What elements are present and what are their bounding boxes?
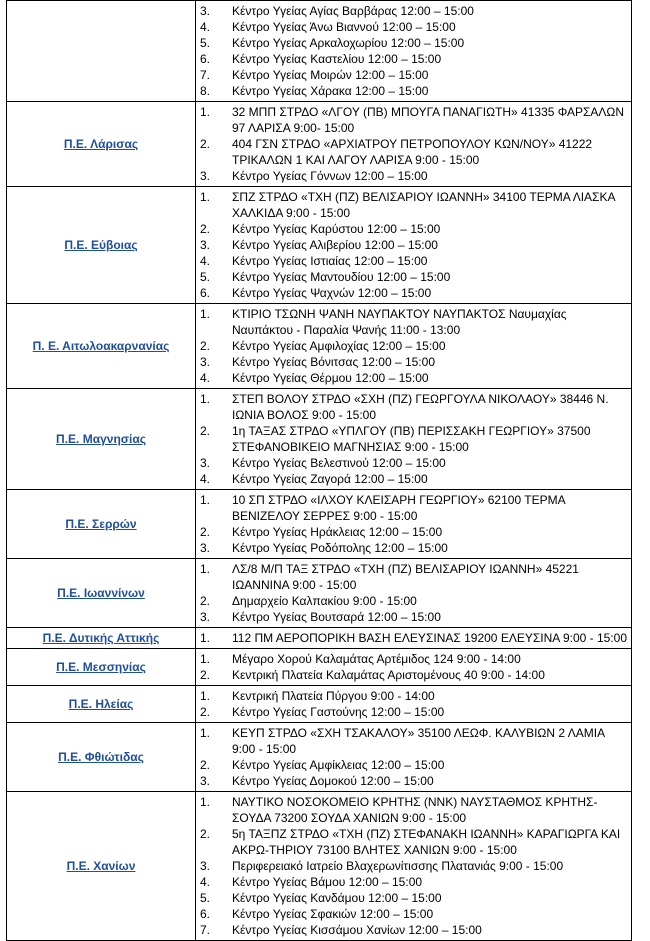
region-cell <box>7 559 196 628</box>
item-number: 3. <box>200 355 211 369</box>
item-number: 3. <box>200 169 211 183</box>
item-text: Κέντρο Υγείας Κισσάμου Χανίων 12:00 – 15:00 <box>232 923 482 937</box>
table-row <box>7 187 632 304</box>
table-row <box>7 559 632 628</box>
list-item <box>196 3 627 19</box>
region-cell <box>7 686 196 723</box>
item-number: 1. <box>200 190 211 204</box>
list-item <box>196 391 627 423</box>
item-number: 3. <box>200 541 211 555</box>
item-text: Κέντρο Υγείας Καστελίου 12:00 – 15:00 <box>232 52 442 66</box>
list-item <box>196 922 627 938</box>
region-cell <box>7 304 196 389</box>
locations-list <box>196 651 627 683</box>
list-item <box>196 492 627 524</box>
locations-list <box>196 492 627 556</box>
region-cell <box>7 389 196 490</box>
list-item <box>196 874 627 890</box>
list-item <box>196 455 627 471</box>
list-item <box>196 35 627 51</box>
list-item <box>196 471 627 487</box>
locations-cell <box>196 490 632 559</box>
item-number: 7. <box>200 923 211 937</box>
item-text: Κέντρο Υγείας Αμφίκλειας 12:00 – 15:00 <box>232 758 445 772</box>
region-link[interactable]: Π. Ε. Αιτωλοακαρνανίας <box>32 339 170 353</box>
locations-list <box>196 630 627 646</box>
item-text: Περιφερειακό Ιατρείο Βλαχερωνίτισσης Πλατανιάς 9:00 - 15:00 <box>232 859 564 873</box>
locations-list <box>196 561 627 625</box>
item-text: 10 ΣΠ ΣΤΡΔΟ «ΙΛΧΟΥ ΚΛΕΙΣΑΡΗ ΓΕΩΡΓΙΟΥ» 62100 ΤΕΡΜΑ ΒΕΝΙΖΕΛΟΥ ΣΕΡΡΕΣ 9:00 - 15:00 <box>232 493 565 523</box>
list-item <box>196 136 627 168</box>
region-cell <box>7 723 196 792</box>
list-item <box>196 704 627 720</box>
locations-cell <box>196 649 632 686</box>
locations-cell <box>196 723 632 792</box>
list-item <box>196 221 627 237</box>
item-number: 4. <box>200 472 211 486</box>
list-item <box>196 890 627 906</box>
list-item <box>196 189 627 221</box>
list-item <box>196 794 627 826</box>
table-row <box>7 389 632 490</box>
item-number: 2. <box>200 339 211 353</box>
item-number: 2. <box>200 668 211 682</box>
item-number: 2. <box>200 525 211 539</box>
item-text: 32 ΜΠΠ ΣΤΡΔΟ «ΛΓΟΥ (ΠΒ) ΜΠΟΥΓΑ ΠΑΝΑΓΙΩΤΗ» 41335 ΦΑΡΣΑΛΩΝ 97 ΛΑΡΙΣΑ 9:00- 15:00 <box>232 105 625 135</box>
list-item <box>196 19 627 35</box>
region-link[interactable]: Π.Ε. Ηλείας <box>68 697 134 711</box>
item-text: Κέντρο Υγείας Χάρακα 12:00 – 15:00 <box>232 84 429 98</box>
item-text: ΣΤΕΠ ΒΟΛΟΥ ΣΤΡΔΟ «ΣΧΗ (ΠΖ) ΓΕΩΡΓΟΥΛΑ ΝΙΚΟΛΑΟΥ» 38446 Ν. ΙΩΝΙΑ ΒΟΛΟΣ 9:00 - 15:00 <box>232 392 609 422</box>
list-item <box>196 269 627 285</box>
region-cell <box>7 628 196 649</box>
item-text: Κέντρο Υγείας Αγίας Βαρβάρας 12:00 – 15:00 <box>232 4 474 18</box>
list-item <box>196 285 627 301</box>
item-text: Κέντρο Υγείας Ροδόπολης 12:00 – 15:00 <box>232 541 448 555</box>
region-cell <box>7 1 196 102</box>
item-text: 5η ΤΑΞΠΖ ΣΤΡΔΟ «ΤΧΗ (ΠΖ) ΣΤΕΦΑΝΑΚΗ ΙΩΑΝΝΗ» ΚΑΡΑΓΙΩΡΓΑ ΚΑΙ ΑΚΡΩ-ΤΗΡΙΟΥ 73100 ΒΛΗΤΕΣ ΧΑΝΙΩΝ 9:00 - 15:00 <box>232 827 621 857</box>
list-item <box>196 725 627 757</box>
locations-cell <box>196 559 632 628</box>
region-link[interactable]: Π.Ε. Μαγνησίας <box>56 432 146 446</box>
list-item <box>196 237 627 253</box>
item-text: Δημαρχείο Καλπακίου 9:00 - 15:00 <box>232 594 417 608</box>
locations-cell <box>196 792 632 941</box>
item-number: 4. <box>200 20 211 34</box>
item-number: 1. <box>200 562 211 576</box>
item-number: 1. <box>200 795 211 809</box>
item-number: 3. <box>200 4 211 18</box>
region-cell <box>7 490 196 559</box>
item-text: Κέντρο Υγείας Γόννων 12:00 – 15:00 <box>232 169 428 183</box>
item-number: 5. <box>200 891 211 905</box>
list-item <box>196 67 627 83</box>
table-row <box>7 792 632 941</box>
list-item <box>196 83 627 99</box>
item-number: 4. <box>200 875 211 889</box>
schedule-body <box>7 1 632 941</box>
vaccination-schedule-table <box>6 0 632 941</box>
item-text: ΝΑΥΤΙΚΟ ΝΟΣΟΚΟΜΕΙΟ ΚΡΗΤΗΣ (ΝΝΚ) ΝΑΥΣΤΑΘΜΟΣ ΚΡΗΤΗΣ-ΣΟΥΔΑ 73200 ΣΟΥΔΑ ΧΑΝΙΩΝ 9:00 - 15:00 <box>232 795 598 825</box>
region-cell <box>7 187 196 304</box>
locations-cell <box>196 1 632 102</box>
item-text: Κέντρο Υγείας Καρύστου 12:00 – 15:00 <box>232 222 441 236</box>
locations-list <box>196 391 627 487</box>
region-link[interactable]: Π.Ε. Εύβοιας <box>64 238 138 252</box>
item-number: 7. <box>200 68 211 82</box>
item-text: Κεντρική Πλατεία Καλαμάτας Αριστομένους 40 9:00 - 14:00 <box>232 668 545 682</box>
item-text: Κέντρο Υγείας Αμφιλοχίας 12:00 – 15:00 <box>232 339 446 353</box>
item-number: 1. <box>200 105 211 119</box>
region-cell <box>7 792 196 941</box>
list-item <box>196 773 627 789</box>
locations-cell <box>196 102 632 187</box>
region-link[interactable]: Π.Ε. Σερρών <box>65 517 137 531</box>
item-text: Κέντρο Υγείας Βάμου 12:00 – 15:00 <box>232 875 423 889</box>
list-item <box>196 51 627 67</box>
locations-list <box>196 688 627 720</box>
list-item <box>196 651 627 667</box>
list-item <box>196 667 627 683</box>
item-text: Κέντρο Υγείας Βελεστινού 12:00 – 15:00 <box>232 456 446 470</box>
item-text: Κέντρο Υγείας Σφακιών 12:00 – 15:00 <box>232 907 434 921</box>
list-item <box>196 540 627 556</box>
item-number: 1. <box>200 307 211 321</box>
list-item <box>196 524 627 540</box>
table-row <box>7 102 632 187</box>
list-item <box>196 104 627 136</box>
table-row <box>7 1 632 102</box>
locations-list <box>196 794 627 938</box>
item-text: Κέντρο Υγείας Κανδάμου 12:00 – 15:00 <box>232 891 442 905</box>
item-text: Κέντρο Υγείας Ιστιαίας 12:00 – 15:00 <box>232 254 428 268</box>
item-number: 1. <box>200 652 211 666</box>
table-row <box>7 490 632 559</box>
table-row <box>7 304 632 389</box>
item-text: Κέντρο Υγείας Βόνιτσας 12:00 – 15:00 <box>232 355 435 369</box>
table-row <box>7 628 632 649</box>
region-link[interactable]: Π.Ε. Φθιώτιδας <box>58 750 144 764</box>
region-link[interactable]: Π.Ε. Δυτικής Αττικής <box>42 631 160 645</box>
item-text: 1η ΤΑΞΑΣ ΣΤΡΔΟ «ΥΠΛΓΟΥ (ΠΒ) ΠΕΡΙΣΣΑΚΗ ΓΕΩΡΓΙΟΥ» 37500 ΣΤΕΦΑΝΟΒΙΚΕΙΟ ΜΑΓΝΗΣΙΑΣ 9:00 - 15:00 <box>232 424 591 454</box>
locations-cell <box>196 389 632 490</box>
item-text: ΣΠΖ ΣΤΡΔΟ «ΤΧΗ (ΠΖ) ΒΕΛΙΣΑΡΙΟΥ ΙΩΑΝΝΗ» 34100 ΤΕΡΜΑ ΛΙΑΣΚΑ ΧΑΛΚΙΔΑ 9:00 - 15:00 <box>232 190 615 220</box>
list-item <box>196 306 627 338</box>
region-link[interactable]: Π.Ε. Χανίων <box>66 859 136 873</box>
item-number: 3. <box>200 610 211 624</box>
item-text: Κέντρο Υγείας Δομοκού 12:00 – 15:00 <box>232 774 434 788</box>
item-text: Κέντρο Υγείας Γαστούνης 12:00 – 15:00 <box>232 705 445 719</box>
item-number: 2. <box>200 827 211 841</box>
item-number: 4. <box>200 254 211 268</box>
item-text: Κέντρο Υγείας Αρκαλοχωρίου 12:00 – 15:00 <box>232 36 465 50</box>
item-text: Κέντρο Υγείας Αλιβερίου 12:00 – 15:00 <box>232 238 438 252</box>
region-cell <box>7 102 196 187</box>
list-item <box>196 609 627 625</box>
item-number: 1. <box>200 631 211 645</box>
locations-cell <box>196 187 632 304</box>
item-number: 1. <box>200 726 211 740</box>
item-text: Κέντρο Υγείας Άνω Βιαννού 12:00 – 15:00 <box>232 20 456 34</box>
item-text: ΚΕΥΠ ΣΤΡΔΟ «ΣΧΗ ΤΣΑΚΑΛΟΥ» 35100 ΛΕΩΦ. ΚΑΛΥΒΙΩΝ 2 ΛΑΜΙΑ 9:00 - 15:00 <box>232 726 605 756</box>
list-item <box>196 354 627 370</box>
item-number: 1. <box>200 392 211 406</box>
list-item <box>196 826 627 858</box>
list-item <box>196 593 627 609</box>
table-row <box>7 649 632 686</box>
item-text: 112 ΠΜ ΑΕΡΟΠΟΡΙΚΗ ΒΑΣΗ ΕΛΕΥΣΙΝΑΣ 19200 ΕΛΕΥΣΙΝΑ 9:00 - 15:00 <box>232 631 627 645</box>
locations-cell <box>196 686 632 723</box>
list-item <box>196 630 627 646</box>
item-number: 3. <box>200 859 211 873</box>
item-text: Κέντρο Υγείας Ψαχνών 12:00 – 15:00 <box>232 286 432 300</box>
region-cell <box>7 649 196 686</box>
item-text: Κεντρική Πλατεία Πύργου 9:00 - 14:00 <box>232 689 435 703</box>
list-item <box>196 688 627 704</box>
item-number: 2. <box>200 222 211 236</box>
list-item <box>196 561 627 593</box>
item-text: Κέντρο Υγείας Μοιρών 12:00 – 15:00 <box>232 68 429 82</box>
list-item <box>196 757 627 773</box>
item-number: 2. <box>200 424 211 438</box>
item-text: ΚΤΙΡΙΟ ΤΣΩΝΗ ΨΑΝΗ ΝΑΥΠΑΚΤΟΥ ΝΑΥΠΑΚΤΟΣ Ναυμαχίας Ναυπάκτου - Παραλία Ψανής 11:00 - 13:00 <box>232 307 567 337</box>
item-number: 3. <box>200 774 211 788</box>
item-number: 2. <box>200 758 211 772</box>
locations-cell <box>196 304 632 389</box>
item-number: 1. <box>200 689 211 703</box>
item-text: Κέντρο Υγείας Θέρμου 12:00 – 15:00 <box>232 371 429 385</box>
list-item <box>196 253 627 269</box>
list-item <box>196 906 627 922</box>
item-number: 2. <box>200 594 211 608</box>
item-number: 1. <box>200 493 211 507</box>
locations-cell <box>196 628 632 649</box>
item-text: Κέντρο Υγείας Μαντουδίου 12:00 – 15:00 <box>232 270 451 284</box>
item-text: Κέντρο Υγείας Ηράκλειας 12:00 – 15:00 <box>232 525 443 539</box>
item-number: 6. <box>200 286 211 300</box>
list-item <box>196 423 627 455</box>
locations-list <box>196 3 627 99</box>
locations-list <box>196 189 627 301</box>
item-text: Μέγαρο Χορού Καλαμάτας Αρτέμιδος 124 9:00 - 14:00 <box>232 652 521 666</box>
item-number: 6. <box>200 52 211 66</box>
item-number: 8. <box>200 84 211 98</box>
item-text: Κέντρο Υγείας Ζαγορά 12:00 – 15:00 <box>232 472 428 486</box>
item-text: 404 ΓΣΝ ΣΤΡΔΟ «ΑΡΧΙΑΤΡΟΥ ΠΕΤΡΟΠΟΥΛΟΥ ΚΩΝ/ΝΟΥ» 41222 ΤΡΙΚΑΛΩΝ 1 ΚΑΙ ΛΑΓΟΥ ΛΑΡΙΣΑ 9:00 - 15:00 <box>232 137 593 167</box>
table-row <box>7 723 632 792</box>
region-link[interactable]: Π.Ε. Λάρισας <box>63 137 139 151</box>
list-item <box>196 858 627 874</box>
region-link[interactable]: Π.Ε. Μεσσηνίας <box>56 660 146 674</box>
list-item <box>196 370 627 386</box>
item-number: 5. <box>200 270 211 284</box>
item-text: Κέντρο Υγείας Βουτσαρά 12:00 – 15:00 <box>232 610 441 624</box>
list-item <box>196 338 627 354</box>
item-number: 4. <box>200 371 211 385</box>
locations-list <box>196 104 627 184</box>
locations-list <box>196 306 627 386</box>
locations-list <box>196 725 627 789</box>
item-number: 3. <box>200 238 211 252</box>
list-item <box>196 168 627 184</box>
region-link[interactable]: Π.Ε. Ιωαννίνων <box>57 586 145 600</box>
item-number: 2. <box>200 137 211 151</box>
item-text: ΛΣ/8 Μ/Π ΤΑΞ ΣΤΡΔΟ «ΤΧΗ (ΠΖ) ΒΕΛΙΣΑΡΙΟΥ ΙΩΑΝΝΗ» 45221 ΙΩΑΝΝΙΝΑ 9:00 - 15:00 <box>232 562 579 592</box>
item-number: 2. <box>200 705 211 719</box>
item-number: 5. <box>200 36 211 50</box>
item-number: 3. <box>200 456 211 470</box>
item-number: 6. <box>200 907 211 921</box>
table-row <box>7 686 632 723</box>
